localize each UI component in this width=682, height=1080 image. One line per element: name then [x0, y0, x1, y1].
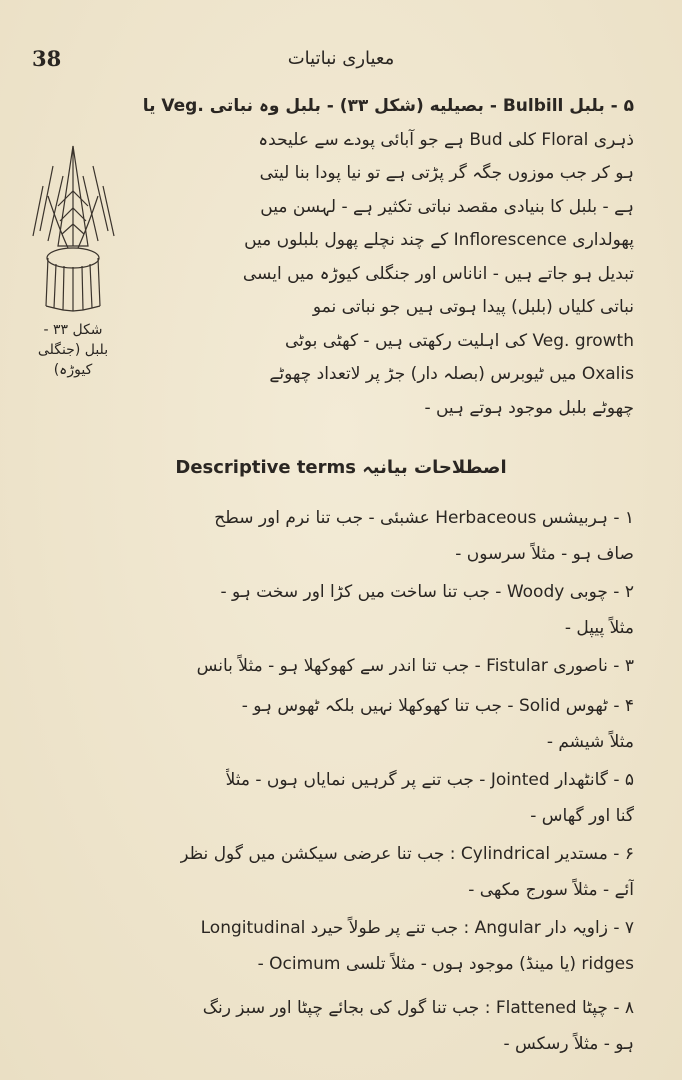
caption-line: کیوڑہ) [53, 362, 93, 378]
text-line: پھولداری Inflorescence کے چند نچلے پھول بلبلوں میں [244, 230, 634, 250]
caption-line: شکل ۳۳ - [43, 322, 103, 338]
text-line: چھوٹے بلبل موجود ہوتے ہیں - [424, 397, 634, 418]
section-heading: اصطلاحات بیانیہ Descriptive terms [175, 457, 507, 478]
text-line: Veg. growth کی اہلیت رکھتی ہیں - کھٹی بوٹی [284, 330, 634, 351]
term-herbaceous [214, 500, 634, 572]
text-line: ۴ - ٹھوس Solid - جب تنا کھوکھلا نہیں بلکہ ٹھوس ہو - [241, 696, 634, 716]
term-flattened [203, 990, 634, 1062]
text-line: تبدیل ہو جاتے ہیں - اناناس اور جنگلی کیوڑہ میں ایسی [242, 263, 634, 284]
text-line: گنا اور گھاس - [530, 806, 634, 826]
term-cylindrical [180, 836, 634, 908]
text-line: ۷ - زاویہ دار Angular : جب تنے پر طولاً حیرد Longitudinal [200, 918, 634, 938]
text-line: ۶ - مستدیر Cylindrical : جب تنا عرضی سیکشن میں گول نظر [180, 844, 634, 864]
text-line: ہے - بلبل کا بنیادی مقصد نباتی تکثیر ہے - لہسن میں [260, 196, 634, 217]
text-line: ہو کر جب موزوں جگہ گر پڑتی ہے تو نیا پودا بنا لیتی [259, 163, 634, 183]
text-line: مثلاً شیشم - [546, 732, 634, 752]
term-fistular [197, 648, 634, 684]
text-line: مثلاً پیپل - [564, 618, 634, 638]
text-line: ۵ - بلبل Bulbill - بصیلیه (شکل ۳۳) - بلبل وہ نباتی .Veg یا [142, 96, 634, 116]
bulbil-figure [18, 136, 128, 316]
text-line: ۱ - ہربیشس Herbaceous عشبئی - جب تنا نرم اور سطح [214, 508, 634, 528]
term-solid [242, 688, 634, 760]
agave-bulbil-illustration [18, 136, 128, 316]
page-header [0, 40, 682, 80]
text-line: آئے - مثلاً سورج مکھی - [468, 880, 634, 900]
page-number: 38 [32, 46, 62, 71]
text-line: ridges (یا مینڈ) موجود ہوں - مثلاً تلسی Ocimum - [257, 954, 634, 974]
text-line: ہو - مثلاً رسکس - [503, 1034, 634, 1054]
term-angular [201, 910, 634, 982]
term-jointed [226, 762, 634, 834]
text-line: ۸ - چپٹا Flattened : جب تنا گول کی بجائے چپٹا اور سبز رنگ [202, 998, 634, 1018]
text-line: نباتی کلیاں (بلبل) پیدا ہوتی ہیں جو نباتی نمو [312, 297, 634, 317]
running-head: معیاری نباتیات [287, 48, 395, 69]
text-line: ذہری Floral کلی Bud ہے جو آبائی پودے سے علیحدہ [258, 129, 634, 150]
figure-caption [18, 320, 128, 380]
text-line: ۵ - گانٹھدار Jointed - جب تنے پر گرہیں نمایاں ہوں - مثلاً [225, 770, 634, 790]
text-line: ۳ - ناصوری Fistular - جب تنا اندر سے کھوکھلا ہو - مثلاً بانس [196, 656, 634, 676]
text-line: ۲ - چوبی Woody - جب تنا ساخت میں کڑا اور سخت ہو - [220, 582, 634, 602]
caption-line: بلبل (جنگلی [37, 342, 109, 358]
text-line: صاف ہو - مثلاً سرسوں - [455, 544, 634, 564]
term-woody [221, 574, 635, 646]
text-line: Oxalis میں ٹیوبرس (بصلہ دار) جڑ پر لاتعداد چھوٹے [269, 364, 634, 384]
